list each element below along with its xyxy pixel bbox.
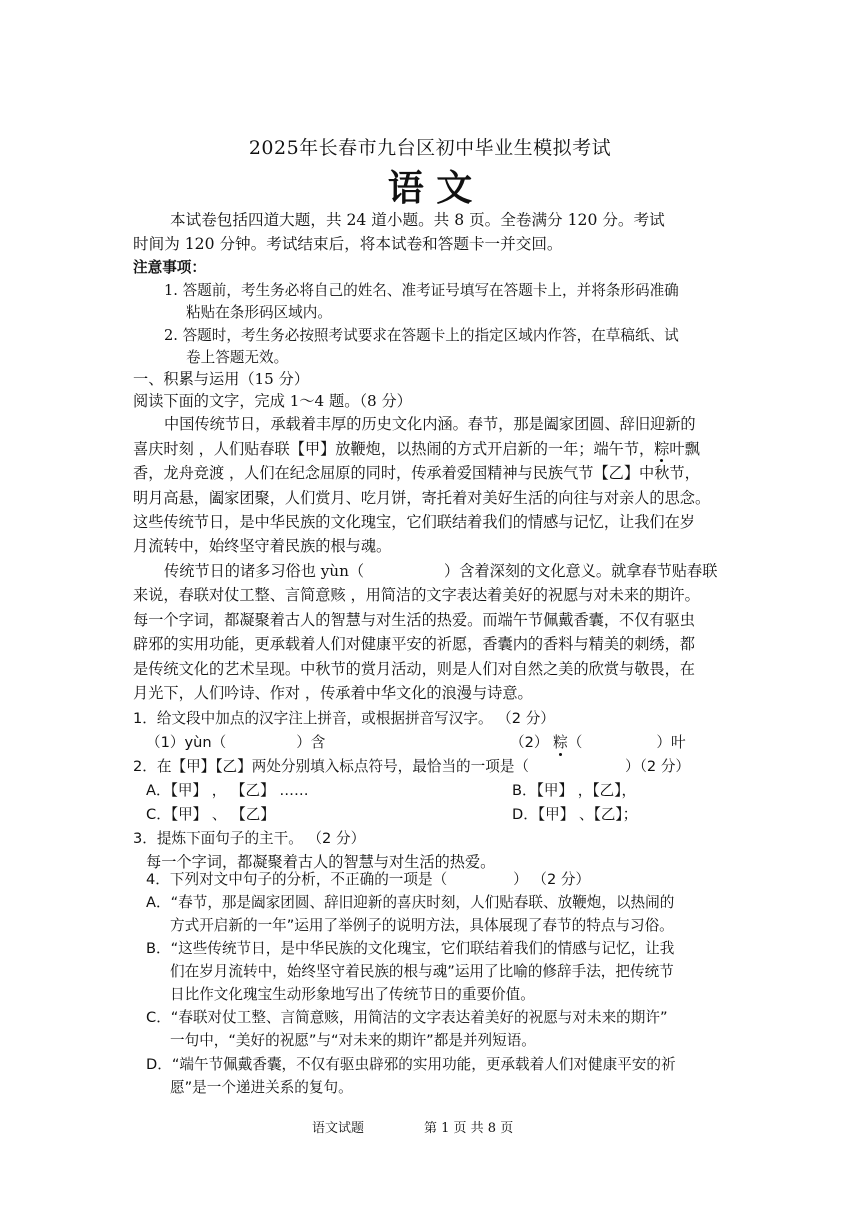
q2-stem-text: 2．在【甲】【乙】两处分别填入标点符号，最恰当的一项是（ [133,758,530,775]
passage-p1-line-4: 明月高悬，阖家团聚，人们赏月、吃月饼，寄托着对美好生活的向往与对亲人的思念。 [133,489,711,507]
q1-stem: 1．给文段中加点的汉字注上拼音，或根据拼音写汉字。 （2 分） [133,710,555,727]
dotted-char: 粽 [553,734,568,751]
intro-line-1: 本试卷包括四道大题，共 24 道小题。共 8 页。全卷满分 120 分。考试 [170,211,665,229]
exam-title: 2025年长春市九台区初中毕业生模拟考试 [248,137,612,159]
q4-option-b-line-3: 日比作文化瑰宝生动形象地写出了传统节日的重要价值。 [170,986,535,1003]
q1-sub-2-open: （ [567,734,583,751]
q4-option-c-line-1: C．“春联对仗工整、言简意赅，用简洁的文字表达着美好的祝愿与对未来的期许” [146,1009,668,1026]
q1-sub-1-prefix: （1）yùn（ [146,734,227,751]
q1-sub-2-prefix: （2） [510,734,554,751]
passage-p1-line-3: 香，龙舟竞渡 ，人们在纪念屈原的同时，传承着爱国精神与民族气节【乙】中秋节， [133,464,700,482]
passage-p2-line-3: 每一个字词，都凝聚着古人的智慧与对生活的热爱。而端午节佩戴香囊，不仅有驱虫 [133,611,695,629]
q3-stem: 3．提炼下面句子的主干。 （2 分） [133,830,366,847]
subject-title: 语 文 [387,167,473,209]
q4-stem-score: ） （2 分） [513,871,591,888]
q2-option-d: D．【甲】 、【乙】； [512,806,638,823]
passage-p2-line-6: 月光下，人们吟诗、作对 ，传承着中华文化的浪漫与诗意。 [133,684,533,702]
dotted-char: 粽 [654,440,670,458]
q4-option-a-line-1: A．“春节，那是阖家团圆、辞旧迎新的喜庆时刻，人们贴春联、放鞭炮，以热闹的 [146,894,675,911]
note-1-line-1: 1. 答题前，考生务必将自己的姓名、准考证号填写在答题卡上，并将条形码准确 [164,282,679,299]
passage-text: 喜庆时刻 ，人们贴春联【甲】放鞭炮，以热闹的方式开启新的一年；端午节， [133,440,655,458]
passage-p2-line-1 [164,561,717,581]
note-2-line-1: 2. 答题时，考生务必按照考试要求在答题卡上的指定区域内作答，在草稿纸、试 [164,327,679,344]
q4-option-a-line-2: 方式开启新的一年”运用了举例子的说明方法，具体展现了春节的特点与习俗。 [170,917,674,934]
q1-sub-1 [146,733,325,753]
q4-option-d-line-2: 愿”是一个递进关系的复句。 [170,1079,353,1096]
footer-subject: 语文试题 [312,1121,365,1136]
passage-p1-line-1: 中国传统节日，承载着丰厚的历史文化内涵。春节，那是阖家团圆、辞旧迎新的 [164,415,696,433]
q1-sub-2 [510,733,686,753]
note-1-line-2: 粘贴在条形码区域内。 [186,304,332,321]
q4-stem-text: 4．下列对文中句子的分析，不正确的一项是（ [146,871,448,888]
q1-sub-1-suffix: ）含 [296,734,326,751]
q4-option-d-line-1: D．“端午节佩戴香囊，不仅有驱虫辟邪的实用功能，更承载着人们对健康平安的祈 [146,1056,676,1073]
q2-stem [133,757,690,777]
intro-line-2: 时间为 120 分钟。考试结束后，将本试卷和答题卡一并交回。 [133,235,563,253]
passage-p2-line-2: 来说，春联对仗工整、言简意赅 ，用简洁的文字表达着美好的祝愿与对未来的期许。 [133,586,700,604]
q2-option-c: C．【甲】 、 【乙】 [146,806,275,823]
q2-stem-score: ）（2 分） [625,758,691,775]
passage-p1-line-6: 月流转中，始终坚守着民族的根与魂。 [133,537,392,555]
passage-p2-line-4: 辟邪的实用功能，更承载着人们对健康平安的祈愿，香囊内的香料与精美的刺绣，都 [133,635,695,653]
passage-text: 叶飘 [669,440,700,458]
q4-stem [146,870,590,890]
q3-sentence: 每一个字词，都凝聚着古人的智慧与对生活的热爱。 [146,853,496,871]
passage-p1-line-5: 这些传统节日，是中华民族的文化瑰宝，它们联结着我们的情感与记忆，让我们在岁 [133,513,695,531]
notes-title: 注意事项： [133,259,206,276]
q2-option-b: B．【甲】 ，【乙】， [512,782,637,799]
q4-option-b-line-2: 们在岁月流转中，始终坚守着民族的根与魂”运用了比喻的修辞手法，把传统节 [170,963,674,980]
q2-option-a: A．【甲】 ， 【乙】 …… [146,782,309,799]
q4-option-c-line-2: 一句中，“美好的祝愿”与“对未来的期许”都是并列短语。 [170,1032,536,1049]
q1-sub-2-suffix: ）叶 [656,734,686,751]
section-1-instruction: 阅读下面的文字，完成 1～4 题。（8 分） [133,392,412,410]
passage-p2-line-5: 是传统文化的艺术呈现。中秋节的赏月活动，则是人们对自然之美的欣赏与敬畏，在 [133,660,695,678]
passage-text: ）含着深刻的文化意义。就拿春节贴春联 [444,562,718,580]
passage-p1-line-2 [133,439,700,459]
note-2-line-2: 卷上答题无效。 [186,349,289,366]
section-1-title: 一、积累与运用（15 分） [133,370,310,388]
footer-page-info: 第 1 页 共 8 页 [424,1121,514,1136]
q4-option-b-line-1: B．“这些传统节日，是中华民族的文化瑰宝，它们联结着我们的情感与记忆，让我 [146,940,675,957]
passage-text: 传统节日的诸多习俗也 yùn（ [164,562,365,580]
